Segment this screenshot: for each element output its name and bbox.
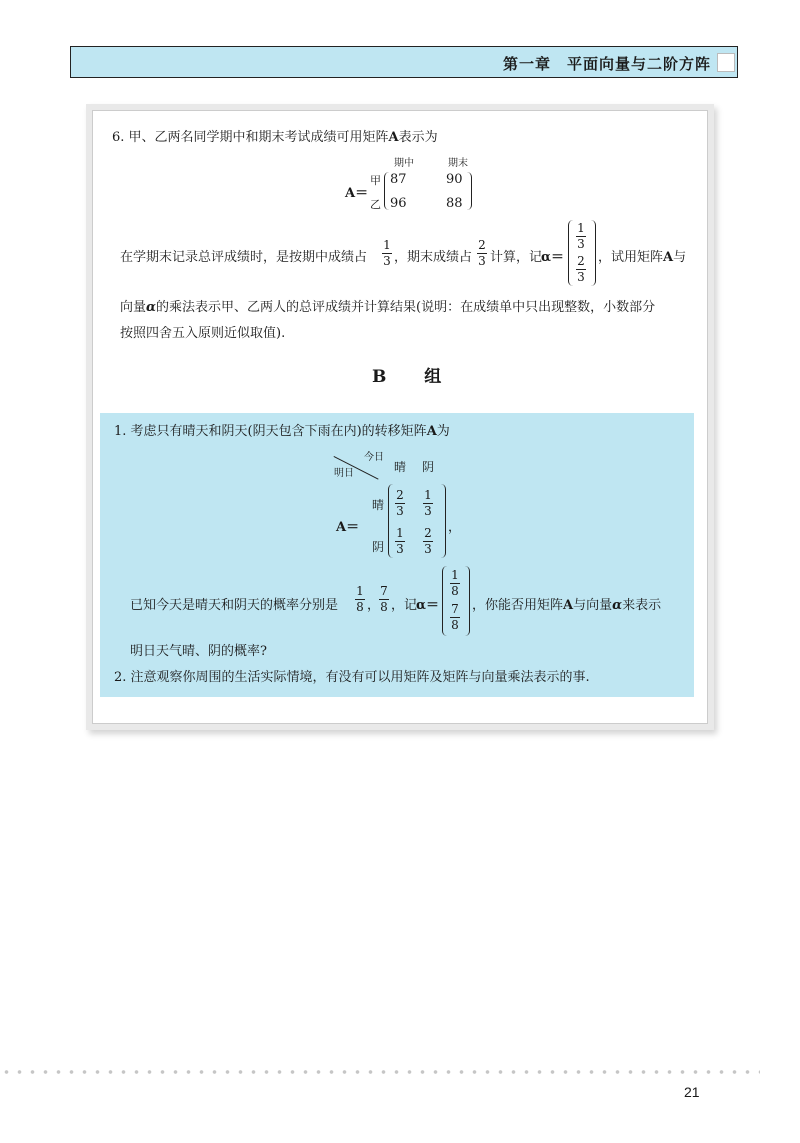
- problem-6-line-4: 按照四舍五入原则近似取值).: [120, 326, 286, 341]
- matrix-A-symbol: A: [426, 424, 437, 439]
- matrix-cell: 87: [390, 172, 407, 187]
- fraction-denominator: 3: [424, 542, 432, 556]
- fraction-numerator: 2: [396, 488, 404, 502]
- probability-sunny: [354, 584, 366, 615]
- alpha-equals: α＝: [416, 598, 440, 613]
- fraction-denominator: 3: [396, 504, 404, 518]
- problem-b1-line-2b: ，记: [391, 598, 418, 613]
- column-header-final: 期末: [448, 158, 468, 169]
- header-tomorrow: 明日: [334, 468, 354, 479]
- fraction-denominator: 3: [478, 254, 486, 268]
- header-today: 今日: [364, 452, 384, 463]
- fraction-denominator: 8: [380, 600, 388, 614]
- matrix-cell: 88: [446, 196, 463, 211]
- problem-b1-line-1: [114, 420, 450, 439]
- chapter-header: [70, 46, 738, 78]
- fraction-numerator: 1: [383, 238, 391, 252]
- alpha-symbol: α: [146, 300, 157, 315]
- probability-cloudy: [378, 584, 390, 615]
- problem-6-text-tail: 表示为: [398, 130, 438, 145]
- problem-6-line-3: [120, 296, 655, 315]
- text: 为: [436, 424, 450, 439]
- probability-separator: ，: [367, 598, 381, 613]
- fraction-denominator: 3: [396, 542, 404, 556]
- problem-6-line-2d: [598, 246, 686, 265]
- matrix-cell: 90: [446, 172, 463, 187]
- text: 1. 考虑只有晴天和阴天(阴天包含下雨在内)的转移矩阵: [114, 424, 427, 439]
- matrix-comma: ，: [448, 520, 462, 535]
- row-sunny: 晴: [372, 498, 385, 512]
- problem-b1-line-3: 明日天气晴、阴的概率?: [130, 644, 267, 659]
- matrix-A-symbol: A: [388, 130, 399, 145]
- vector-entry: [575, 254, 587, 285]
- matrix-A-label: A＝: [336, 520, 360, 535]
- column-header-midterm: 期中: [394, 158, 414, 169]
- matrix-entry: [394, 488, 406, 519]
- row-label-yi: 乙: [370, 198, 381, 211]
- group-b-heading: B 组: [372, 367, 458, 387]
- matrix-entry: [394, 526, 406, 557]
- problem-6-text: 6. 甲、乙两名同学期中和期末考试成绩可用矩阵: [112, 130, 389, 145]
- fraction-numerator: 2: [577, 254, 585, 268]
- vector-entry: [449, 602, 461, 633]
- text: 与: [673, 250, 687, 265]
- fraction-numerator: 1: [577, 221, 585, 235]
- matrix-entry: [422, 526, 434, 557]
- matrix-cell: 96: [390, 196, 407, 211]
- fraction-two-thirds: [476, 238, 488, 269]
- fraction-numerator: 7: [380, 584, 388, 598]
- column-cloudy: 阴: [422, 460, 435, 474]
- matrix-A-symbol: A: [663, 250, 674, 265]
- alpha-equals: α＝: [541, 250, 565, 265]
- fraction-one-third: [381, 238, 393, 269]
- row-cloudy: 阴: [372, 540, 385, 554]
- problem-6-line-2b: ，期末成绩占: [394, 250, 473, 265]
- matrix-A-symbol: A: [563, 598, 574, 613]
- text: 来表示: [622, 598, 662, 613]
- fraction-numerator: 2: [478, 238, 486, 252]
- problem-b1-line-2a: 已知今天是晴天和阴天的概率分别是: [130, 598, 339, 613]
- text: 向量: [120, 300, 147, 315]
- fraction-numerator: 7: [451, 602, 459, 616]
- problem-b2-line-1: 2. 注意观察你周围的生活实际情境，有没有可以用矩阵及矩阵与向量乘法表示的事.: [114, 670, 590, 685]
- text: ，试用矩阵: [598, 250, 664, 265]
- header-square-decoration: [717, 53, 735, 72]
- fraction-numerator: 1: [451, 568, 459, 582]
- text: 与向量: [573, 598, 613, 613]
- problem-6-line-1: [112, 126, 438, 145]
- fraction-denominator: 3: [424, 504, 432, 518]
- fraction-denominator: 8: [451, 618, 459, 632]
- fraction-numerator: 2: [424, 526, 432, 540]
- vector-entry: [575, 221, 587, 252]
- fraction-numerator: 1: [396, 526, 404, 540]
- problem-b1-line-2c: [472, 594, 661, 613]
- column-sunny: 晴: [394, 460, 407, 474]
- fraction-denominator: 3: [577, 270, 585, 284]
- fraction-denominator: 3: [577, 237, 585, 251]
- chapter-title: 第一章 平面向量与二阶方阵: [502, 55, 711, 73]
- fraction-numerator: 1: [424, 488, 432, 502]
- problem-6-line-2c: 计算，记: [490, 250, 543, 265]
- fraction-denominator: 8: [356, 600, 364, 614]
- fraction-numerator: 1: [356, 584, 364, 598]
- matrix-entry: [422, 488, 434, 519]
- row-label-jia: 甲: [370, 174, 381, 187]
- text: ，你能否用矩阵: [472, 598, 564, 613]
- fraction-denominator: 3: [383, 254, 391, 268]
- problem-6-line-2a: 在学期末记录总评成绩时，是按期中成绩占: [120, 250, 368, 265]
- alpha-symbol: α: [612, 598, 623, 613]
- text: 的乘法表示甲、乙两人的总评成绩并计算结果(说明：在成绩单中只出现整数，小数部分: [156, 300, 656, 315]
- page-dotted-divider: [0, 1068, 760, 1076]
- fraction-denominator: 8: [451, 584, 459, 598]
- matrix-A-label: A＝: [345, 186, 369, 201]
- vector-entry: [449, 568, 461, 599]
- page-number: 21: [684, 1084, 700, 1100]
